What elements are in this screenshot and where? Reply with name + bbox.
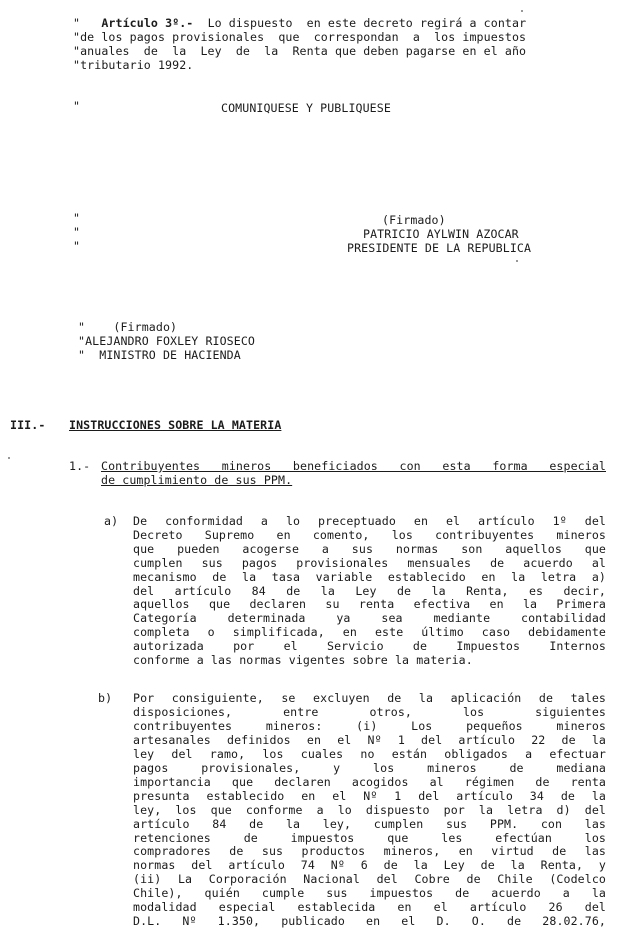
scan-speck bbox=[516, 260, 518, 262]
paragraph-line: Por consiguiente, se excluyen de la aplicación de tales bbox=[133, 691, 606, 705]
art3-line: "tributario 1992. bbox=[73, 58, 194, 72]
item-title-line: de cumplimiento de sus PPM. bbox=[101, 473, 293, 487]
paragraph-line: modalidad especial establecida en el artículo 26 del bbox=[133, 900, 606, 915]
paragraph-line: ley, los que conforme a lo dispuesto por la letra d) del bbox=[133, 802, 606, 817]
paragraph-line: presunta establecido en el Nº 1 del artículo 34 de la bbox=[133, 788, 606, 803]
signed-label: " (Firmado) bbox=[78, 320, 178, 334]
paragraph-line: completa o simplificada, en este último caso debidamente bbox=[133, 625, 606, 640]
paragraph-line: conforme a las normas vigentes sobre la materia. bbox=[133, 653, 473, 667]
paragraph-line: (ii) La Corporación Nacional del Cobre de Chile (Codelco bbox=[133, 872, 606, 887]
quote-mark: " bbox=[73, 225, 81, 239]
section-title: INSTRUCCIONES SOBRE LA MATERIA bbox=[69, 418, 282, 432]
quote-mark: " bbox=[73, 239, 81, 253]
paragraph-line: aquellos que declaren su renta efectiva en la Primera bbox=[133, 597, 606, 612]
item-number: 1.- bbox=[69, 459, 91, 473]
signed-label: (Firmado) bbox=[382, 213, 446, 227]
article-text: Lo dispuesto en este decreto regirá a contar bbox=[207, 16, 527, 30]
paragraph-line: retenciones de impuestos que les efectúan los bbox=[133, 830, 606, 845]
paragraph-line: artículo 84 de la ley, cumplen sus PPM. con las bbox=[133, 816, 606, 831]
paragraph-line: autorizada por el Servicio de Impuestos Internos bbox=[133, 639, 606, 654]
paragraph-line: pagos provisionales, y los mineros de mediana bbox=[133, 760, 606, 775]
paragraph-line: compradores de sus productos mineros, en virtud de las bbox=[133, 844, 606, 859]
paragraph-line: artesanales definidos en el Nº 1 del artículo 22 de la bbox=[133, 732, 606, 747]
art3-first-line bbox=[73, 17, 609, 31]
paragraph-line: normas del artículo 74 Nº 6 de la Ley de la Renta, y bbox=[133, 858, 606, 873]
minister-name: "ALEJANDRO FOXLEY RIOSECO bbox=[78, 334, 256, 348]
paragraph-line: cumplen sus pagos provisionales mensuales de acuerdo al bbox=[133, 555, 606, 570]
president-title: PRESIDENTE DE LA REPUBLICA bbox=[347, 241, 532, 255]
paragraph-line: mecanismo de la tasa variable establecido en la letra a) bbox=[133, 569, 606, 584]
scan-speck bbox=[8, 457, 10, 459]
paragraph-line: que pueden acogerse a sus normas son aquellos que bbox=[133, 541, 606, 556]
paragraph-line: disposiciones, entre otros, los siguientes bbox=[133, 704, 606, 719]
paragraph-label: b) bbox=[98, 691, 113, 705]
paragraph-label: a) bbox=[104, 514, 119, 528]
quote-mark: " bbox=[73, 99, 81, 113]
paragraph-line: importancia que declaren acogidos al régimen de renta bbox=[133, 774, 606, 789]
minister-title: " MINISTRO DE HACIENDA bbox=[78, 348, 241, 362]
art3-line: "de los pagos provisionales que correspondan a los impuestos bbox=[73, 30, 527, 44]
president-name: PATRICIO AYLWIN AZOCAR bbox=[363, 227, 519, 241]
item-title-line: Contribuyentes mineros beneficiados con esta forma especial bbox=[101, 459, 606, 473]
art3-line: "anuales de la Ley de la Renta que deben pagarse en el año bbox=[73, 44, 527, 58]
paragraph-line: del artículo 84 de la Ley de la Renta, es decir, bbox=[133, 583, 606, 598]
comuniquese-heading: COMUNIQUESE Y PUBLIQUESE bbox=[221, 101, 391, 115]
scan-speck bbox=[521, 10, 523, 12]
paragraph-line: Categoría determinada ya sea mediante contabilidad bbox=[133, 611, 606, 626]
quote-mark: " bbox=[73, 16, 81, 30]
paragraph-line: D.L. Nº 1.350, publicado en el D. O. de 28.02.76, bbox=[133, 914, 606, 929]
section-number: III.- bbox=[10, 418, 46, 432]
paragraph-line: ley del ramo, los cuales no están obligados a efectuar bbox=[133, 746, 606, 761]
article-title: Artículo 3º.- bbox=[101, 16, 194, 30]
paragraph-line: contribuyentes mineros: (i) Los pequeños mineros bbox=[133, 718, 606, 733]
paragraph-line: Decreto Supremo en comento, los contribuyentes mineros bbox=[133, 527, 606, 542]
paragraph-line: De conformidad a lo preceptuado en el artículo 1º del bbox=[133, 514, 606, 528]
quote-mark: " bbox=[73, 211, 81, 225]
paragraph-line: Chile), quién cumple sus impuestos de acuerdo a la bbox=[133, 886, 606, 901]
